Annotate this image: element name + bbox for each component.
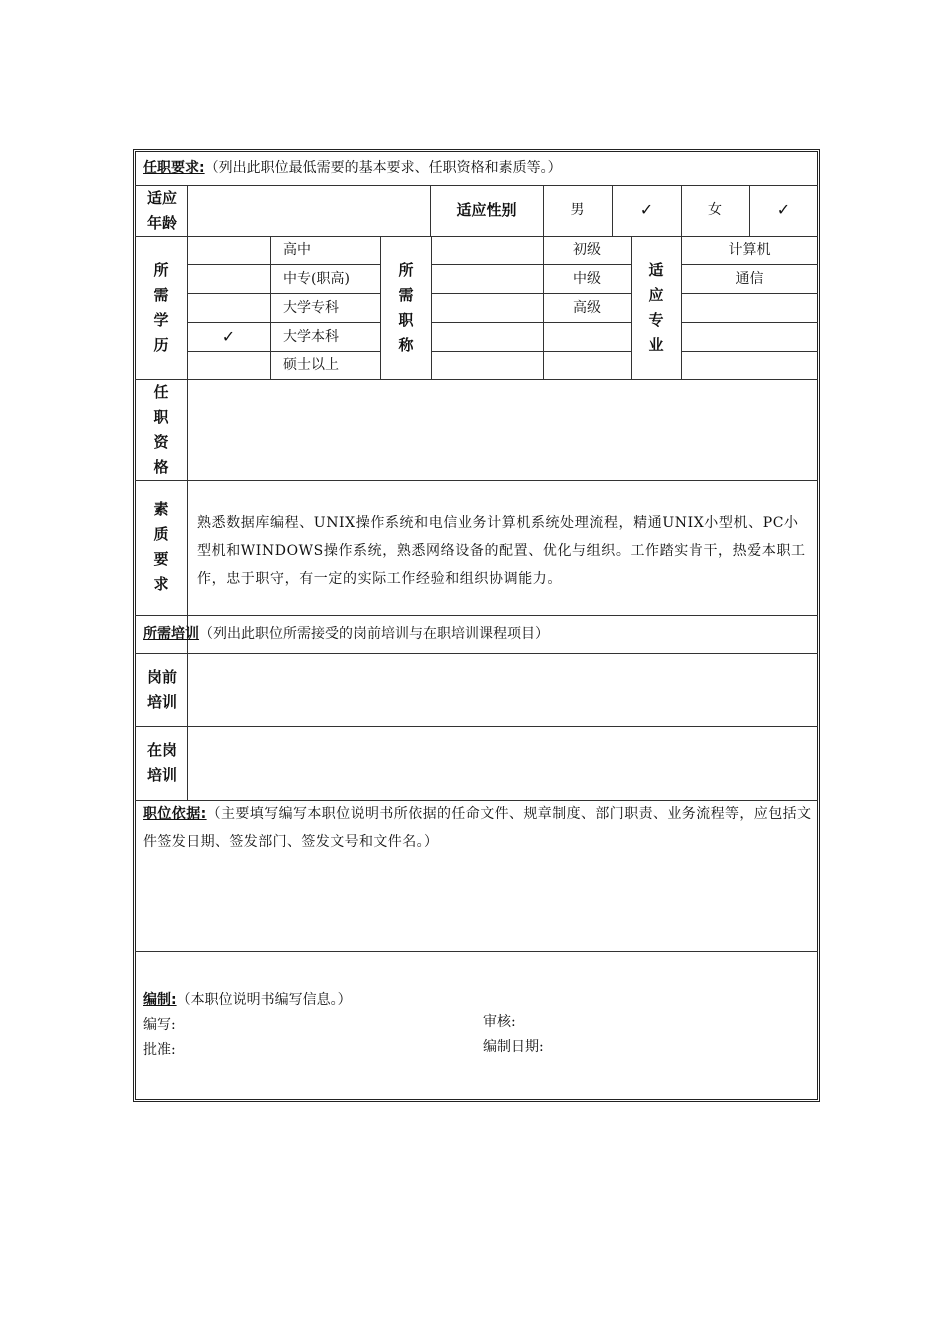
gender-male-label: 男 bbox=[570, 202, 585, 218]
col-divider bbox=[681, 236, 682, 379]
education-level: 大学本科 bbox=[283, 329, 339, 345]
row-divider bbox=[431, 293, 631, 294]
training-header bbox=[143, 627, 549, 641]
reviewer-label: 审核: bbox=[483, 1014, 516, 1030]
row-divider bbox=[681, 351, 818, 352]
compile-heading: 编制: bbox=[143, 992, 177, 1008]
training-note: （列出此职位所需接受的岗前培训与在职培训课程项目） bbox=[199, 626, 549, 642]
row-divider bbox=[135, 726, 818, 727]
title-level: 初级 bbox=[573, 242, 601, 258]
title-level: 高级 bbox=[573, 300, 601, 316]
quality-label: 素质要求 bbox=[153, 500, 169, 593]
gender-label: 适应性别 bbox=[456, 201, 517, 219]
basis-paragraph bbox=[143, 800, 813, 856]
col-divider bbox=[631, 236, 632, 379]
title-label: 所需职称 bbox=[398, 261, 414, 354]
row-divider bbox=[135, 185, 818, 186]
gender-female-check[interactable]: ✓ bbox=[776, 200, 791, 219]
row-divider bbox=[135, 236, 818, 237]
basis-heading: 职位依据: bbox=[143, 806, 207, 822]
row-divider bbox=[135, 615, 818, 616]
qualification-label: 任职资格 bbox=[153, 383, 169, 476]
row-divider bbox=[681, 322, 818, 323]
education-check[interactable]: ✓ bbox=[221, 327, 236, 346]
row-divider bbox=[431, 264, 631, 265]
age-label: 适应年龄 bbox=[146, 189, 177, 232]
row-divider bbox=[187, 264, 380, 265]
row-divider bbox=[135, 653, 818, 654]
row-divider bbox=[135, 480, 818, 481]
major-label: 适应专业 bbox=[648, 261, 664, 354]
quality-text: 熟悉数据库编程、UNIX操作系统和电信业务计算机系统处理流程，精通UNIX小型机、PC小型机和WINDOWS操作系统，熟悉网络设备的配置、优化与组织。工作踏实肯干，热爱本职工作，忠于职守，有一定的实际工作经验和组织协调能力。 bbox=[197, 515, 806, 587]
row-divider bbox=[681, 264, 818, 265]
row-divider bbox=[135, 379, 818, 380]
row-divider bbox=[187, 293, 380, 294]
row-divider bbox=[187, 351, 380, 352]
col-divider bbox=[431, 236, 432, 379]
on-training-label: 在岗培训 bbox=[146, 741, 177, 784]
col-divider bbox=[380, 236, 381, 379]
approver-label: 批准: bbox=[143, 1042, 176, 1058]
major-item: 通信 bbox=[735, 271, 764, 287]
pre-training-label: 岗前培训 bbox=[146, 668, 177, 711]
education-level: 高中 bbox=[283, 242, 311, 258]
row-divider bbox=[681, 293, 818, 294]
education-label: 所需学历 bbox=[153, 261, 169, 354]
major-item: 计算机 bbox=[728, 242, 771, 258]
row-divider bbox=[187, 322, 380, 323]
writer-label: 编写: bbox=[143, 1017, 176, 1033]
col-divider bbox=[187, 185, 188, 801]
gender-female-label: 女 bbox=[708, 202, 722, 218]
row-divider bbox=[431, 322, 631, 323]
training-heading: 所需培训 bbox=[143, 626, 199, 642]
requirements-header bbox=[143, 161, 562, 175]
title-level: 中级 bbox=[573, 271, 601, 287]
compile-note: （本职位说明书编写信息。） bbox=[176, 992, 352, 1008]
requirements-note: （列出此职位最低需要的基本要求、任职资格和素质等。） bbox=[204, 160, 562, 176]
row-divider bbox=[431, 351, 631, 352]
basis-note: （主要填写编写本职位说明书所依据的任命文件、规章制度、部门职责、业务流程等，应包括文件签发日期、签发部门、签发文号和文件名。） bbox=[143, 806, 812, 850]
compile-date-label: 编制日期: bbox=[483, 1039, 544, 1055]
col-divider bbox=[270, 236, 271, 379]
gender-male-check[interactable]: ✓ bbox=[639, 200, 654, 219]
requirements-heading: 任职要求: bbox=[143, 160, 205, 176]
row-divider bbox=[135, 951, 818, 952]
education-level: 硕士以上 bbox=[283, 357, 339, 373]
education-level: 大学专科 bbox=[283, 300, 339, 316]
compile-header bbox=[143, 993, 352, 1007]
education-level: 中专(职高) bbox=[283, 271, 350, 287]
